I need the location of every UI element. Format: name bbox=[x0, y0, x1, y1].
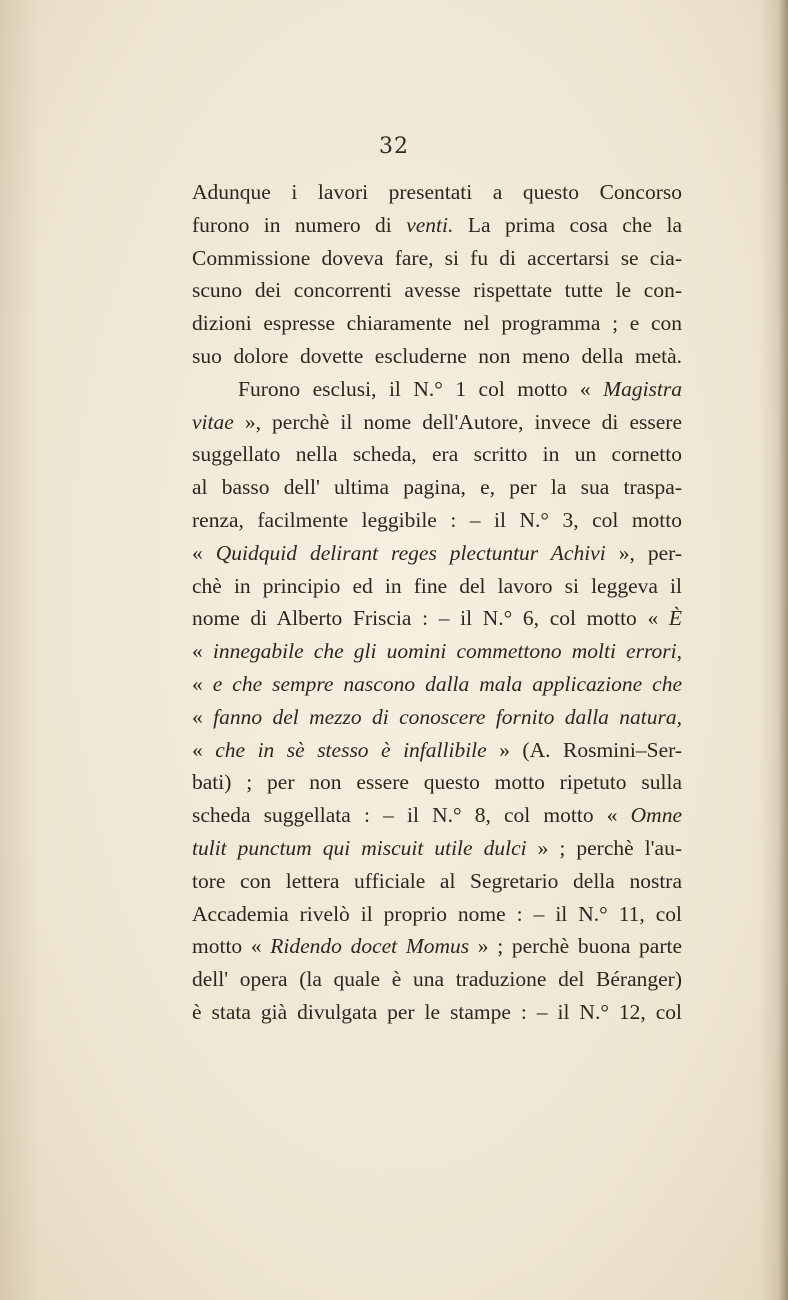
text-line: « Quidquid delirant reges plectuntur Achivi », per- bbox=[192, 540, 682, 565]
text-line: dell' opera (la quale è una traduzione del Béranger) bbox=[192, 967, 682, 992]
text-line: « innegabile che gli uomini commettono molti errori, bbox=[192, 639, 683, 664]
text-line: dizioni espresse chiaramente nel programma ; e con bbox=[192, 311, 682, 336]
text-line: « e che sempre nascono dalla mala applicazione che bbox=[192, 671, 682, 696]
text-line: tulit punctum qui miscuit utile dulci » ; perchè l'au- bbox=[192, 835, 683, 860]
text-line: bati) ; per non essere questo motto ripetuto sulla bbox=[192, 770, 682, 795]
text-line: motto « Ridendo docet Momus » ; perchè buona parte bbox=[192, 934, 682, 959]
text-line: Accademia rivelò il proprio nome : – il N.° 11, col bbox=[192, 901, 682, 926]
text-line: « fanno del mezzo di conoscere fornito dalla natura, bbox=[192, 704, 683, 729]
text-line: Commissione doveva fare, si fu di accertarsi se cia- bbox=[192, 245, 682, 270]
text-line: scheda suggellata : – il N.° 8, col motto « Omne bbox=[192, 803, 682, 828]
text-line: « che in sè stesso è infallibile » (A. Rosmini–Ser- bbox=[192, 737, 683, 762]
text-line: suo dolore dovette escluderne non meno della metà. bbox=[192, 343, 682, 368]
text-line: nome di Alberto Friscia : – il N.° 6, col motto « È bbox=[192, 606, 682, 631]
text-line: vitae », perchè il nome dell'Autore, invece di essere bbox=[192, 409, 682, 434]
text-line: renza, facilmente leggibile : – il N.° 3, col motto bbox=[192, 507, 682, 532]
text-line: tore con lettera ufficiale al Segretario della nostra bbox=[192, 868, 682, 893]
page-edge bbox=[778, 0, 788, 1300]
text-line: furono in numero di venti. La prima cosa che la bbox=[192, 212, 682, 237]
text-line: chè in principio ed in fine del lavoro si leggeva il bbox=[192, 573, 682, 598]
text-line: Adunque i lavori presentati a questo Concorso bbox=[192, 180, 682, 204]
text-line: scuno dei concorrenti avesse rispettate tutte le con- bbox=[192, 278, 682, 303]
body-text bbox=[192, 176, 682, 1029]
page-number: 32 bbox=[379, 134, 409, 159]
text-line: Furono esclusi, il N.° 1 col motto « Magistra bbox=[238, 376, 682, 401]
text-line: al basso dell' ultima pagina, e, per la sua traspa- bbox=[192, 475, 682, 500]
text-line: suggellato nella scheda, era scritto in un cornetto bbox=[192, 442, 682, 467]
text-line: è stata già divulgata per le stampe : – il N.° 12, col bbox=[192, 999, 682, 1024]
